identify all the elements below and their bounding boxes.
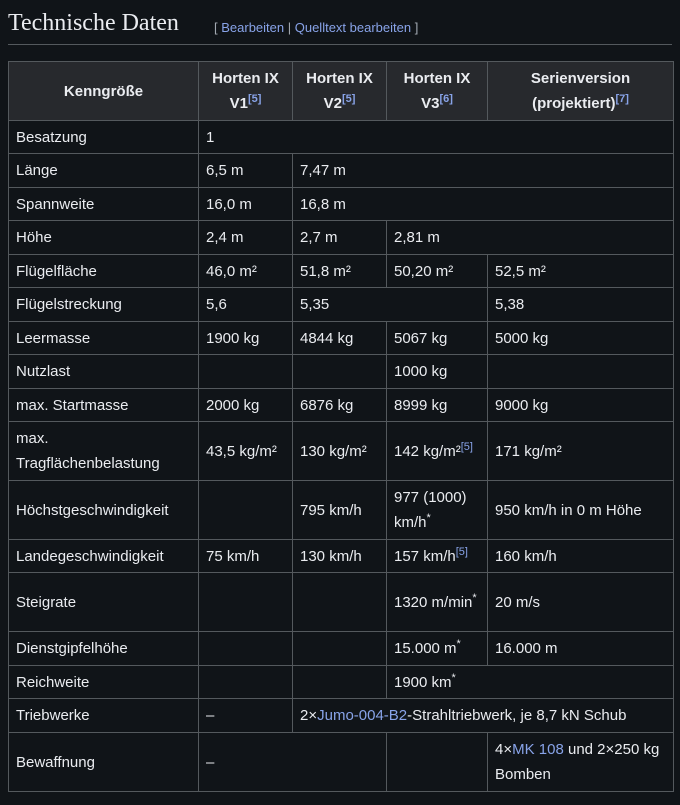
cell-v1: 6,5 m	[199, 154, 293, 188]
cell-v2: 2,7 m	[293, 221, 387, 255]
row-fluegelstreckung	[9, 288, 674, 322]
row-label: Landegeschwindigkeit	[9, 540, 199, 573]
cell-v1: 75 km/h	[199, 540, 293, 573]
row-nutzlast	[9, 355, 674, 389]
ref-link[interactable]: [6]	[439, 93, 453, 105]
row-triebwerke	[9, 699, 674, 733]
section-heading	[8, 8, 672, 45]
footnote-mark: *	[472, 591, 477, 604]
cell-v1	[199, 481, 293, 540]
cell-v1: 43,5 kg/m²	[199, 422, 293, 481]
cell-v3	[387, 540, 488, 573]
cell-v1-v2: –	[199, 733, 387, 792]
cell-serie	[488, 733, 674, 792]
row-label: Flügelstreckung	[9, 288, 199, 322]
cell-v1: 2000 kg	[199, 389, 293, 422]
source-edit-link[interactable]: Quelltext bearbeiten	[294, 20, 412, 35]
row-tragflaechenbelastung	[9, 422, 674, 481]
edit-close-bracket: ]	[411, 20, 419, 35]
cell-v3-text: 1900 km	[394, 673, 452, 691]
cell-v3	[387, 733, 488, 792]
row-besatzung	[9, 121, 674, 154]
row-label: Höhe	[9, 221, 199, 255]
row-startmasse	[9, 389, 674, 422]
cell-v2	[293, 573, 387, 632]
cell-serie: 20 m/s	[488, 573, 674, 632]
cell-v3-serie: 2,81 m	[387, 221, 674, 255]
row-label: Flügelfläche	[9, 255, 199, 288]
row-label: Leermasse	[9, 322, 199, 355]
cell-v2: 51,8 m²	[293, 255, 387, 288]
row-label: Nutzlast	[9, 355, 199, 389]
ref-link[interactable]: [5]	[247, 93, 262, 105]
cell-v1: 16,0 m	[199, 188, 293, 221]
ref-link[interactable]: [5]	[460, 440, 473, 453]
cell-v3-text: 157 km/h	[394, 547, 456, 565]
cell-v1: 2,4 m	[199, 221, 293, 255]
cell-v3-text: 977 (1000) km/h	[394, 489, 467, 531]
cell-serie: 9000 kg	[488, 389, 674, 422]
ref-link[interactable]: [5]	[455, 545, 468, 558]
footnote-mark: *	[456, 638, 461, 650]
row-label: Dienstgipfelhöhe	[9, 632, 199, 666]
cell-serie: 52,5 m²	[488, 255, 674, 288]
row-label: Höchstgeschwindigkeit	[9, 481, 199, 540]
jumo-engine-link[interactable]: Jumo-004-B2	[317, 707, 408, 724]
row-label: Steigrate	[9, 573, 199, 632]
header-v1	[199, 62, 293, 121]
weapon-count: 4×	[495, 741, 513, 758]
edit-link[interactable]: Bearbeiten	[221, 20, 285, 35]
row-dienstgipfelhoehe	[9, 632, 674, 666]
row-label: Spannweite	[9, 188, 199, 221]
row-leermasse	[9, 322, 674, 355]
cell-v2: 130 kg/m²	[293, 422, 387, 481]
ref-link[interactable]: [7]	[615, 93, 629, 105]
cell-v2: 6876 kg	[293, 389, 387, 422]
cell-v3	[387, 481, 488, 540]
header-serie-text: Serienversion (projektiert)	[530, 70, 631, 112]
row-laenge	[9, 154, 674, 188]
header-serie	[488, 62, 674, 121]
row-label: max. Startmasse	[9, 389, 199, 422]
cell-serie: 5,38	[488, 288, 674, 322]
cell-v2	[293, 666, 387, 699]
row-fluegelflaeche	[9, 255, 674, 288]
engine-count: 2×	[300, 707, 318, 724]
cell-v2	[293, 355, 387, 389]
row-label: Besatzung	[9, 121, 199, 154]
row-hoechstgeschwindigkeit	[9, 481, 674, 540]
cell-v1	[199, 632, 293, 666]
cell-v3: 50,20 m²	[387, 255, 488, 288]
weapon-desc: und 2×250 kg Bomben	[495, 741, 660, 783]
cell-serie	[488, 355, 674, 389]
cell-serie: 5000 kg	[488, 322, 674, 355]
edit-section-links	[214, 20, 418, 35]
cell-v3: 8999 kg	[387, 389, 488, 422]
row-label: Länge	[9, 154, 199, 188]
footnote-mark: *	[426, 512, 431, 524]
cell-v2: 795 km/h	[293, 481, 387, 540]
cell-v3-text: 142 kg/m²	[394, 442, 461, 460]
cell-serie: 160 km/h	[488, 540, 674, 573]
cell-v2-serie: 16,8 m	[293, 188, 674, 221]
mk108-link[interactable]: MK 108	[512, 741, 564, 758]
footnote-mark: *	[451, 671, 456, 684]
tech-data-table	[8, 61, 674, 792]
cell-v1: 1900 kg	[199, 322, 293, 355]
header-v3	[387, 62, 488, 121]
section-title: Technische Daten	[8, 10, 179, 36]
cell-v2-v3: 5,35	[293, 288, 488, 322]
header-v2	[293, 62, 387, 121]
cell-v3-serie	[387, 666, 674, 699]
cell-v2-serie: 7,47 m	[293, 154, 674, 188]
cell-v1: 46,0 m²	[199, 255, 293, 288]
cell-serie: 16.000 m	[488, 632, 674, 666]
cell-v1: –	[199, 699, 293, 733]
row-reichweite	[9, 666, 674, 699]
cell-v2	[293, 632, 387, 666]
row-steigrate	[9, 573, 674, 632]
row-hoehe	[9, 221, 674, 255]
header-row	[9, 62, 674, 121]
cell-v3-text: 1320 m/min	[394, 593, 473, 611]
row-spannweite	[9, 188, 674, 221]
row-label: Bewaffnung	[9, 733, 199, 792]
cell-v3	[387, 632, 488, 666]
cell-v3: 1000 kg	[387, 355, 488, 389]
cell-serie: 171 kg/m²	[488, 422, 674, 481]
cell-v1: 5,6	[199, 288, 293, 322]
cell-serie: 950 km/h in 0 m Höhe	[488, 481, 674, 540]
cell-value: 1	[199, 121, 674, 154]
cell-v1	[199, 355, 293, 389]
row-label: Triebwerke	[9, 699, 199, 733]
cell-v3-text: 15.000 m	[394, 640, 457, 657]
cell-v2-serie	[293, 699, 674, 733]
row-bewaffnung	[9, 733, 674, 792]
edit-separator: |	[284, 20, 295, 35]
cell-v2: 130 km/h	[293, 540, 387, 573]
ref-link[interactable]: [5]	[341, 93, 356, 105]
cell-v3	[387, 573, 488, 632]
cell-v3: 5067 kg	[387, 322, 488, 355]
header-v3-text: Horten IX V3	[403, 70, 471, 112]
row-label: Reichweite	[9, 666, 199, 699]
edit-open-bracket: [	[214, 20, 222, 35]
cell-v2: 4844 kg	[293, 322, 387, 355]
cell-v3	[387, 422, 488, 481]
header-v1-text: Horten IX V1	[212, 70, 279, 112]
row-label: max. Tragflächenbelastung	[9, 422, 199, 481]
header-param: Kenngröße	[9, 62, 199, 121]
cell-v1	[199, 666, 293, 699]
engine-desc: -Strahltriebwerk, je 8,7 kN Schub	[407, 707, 627, 724]
cell-v1	[199, 573, 293, 632]
header-v2-text: Horten IX V2	[306, 70, 373, 112]
row-landegeschwindigkeit	[9, 540, 674, 573]
